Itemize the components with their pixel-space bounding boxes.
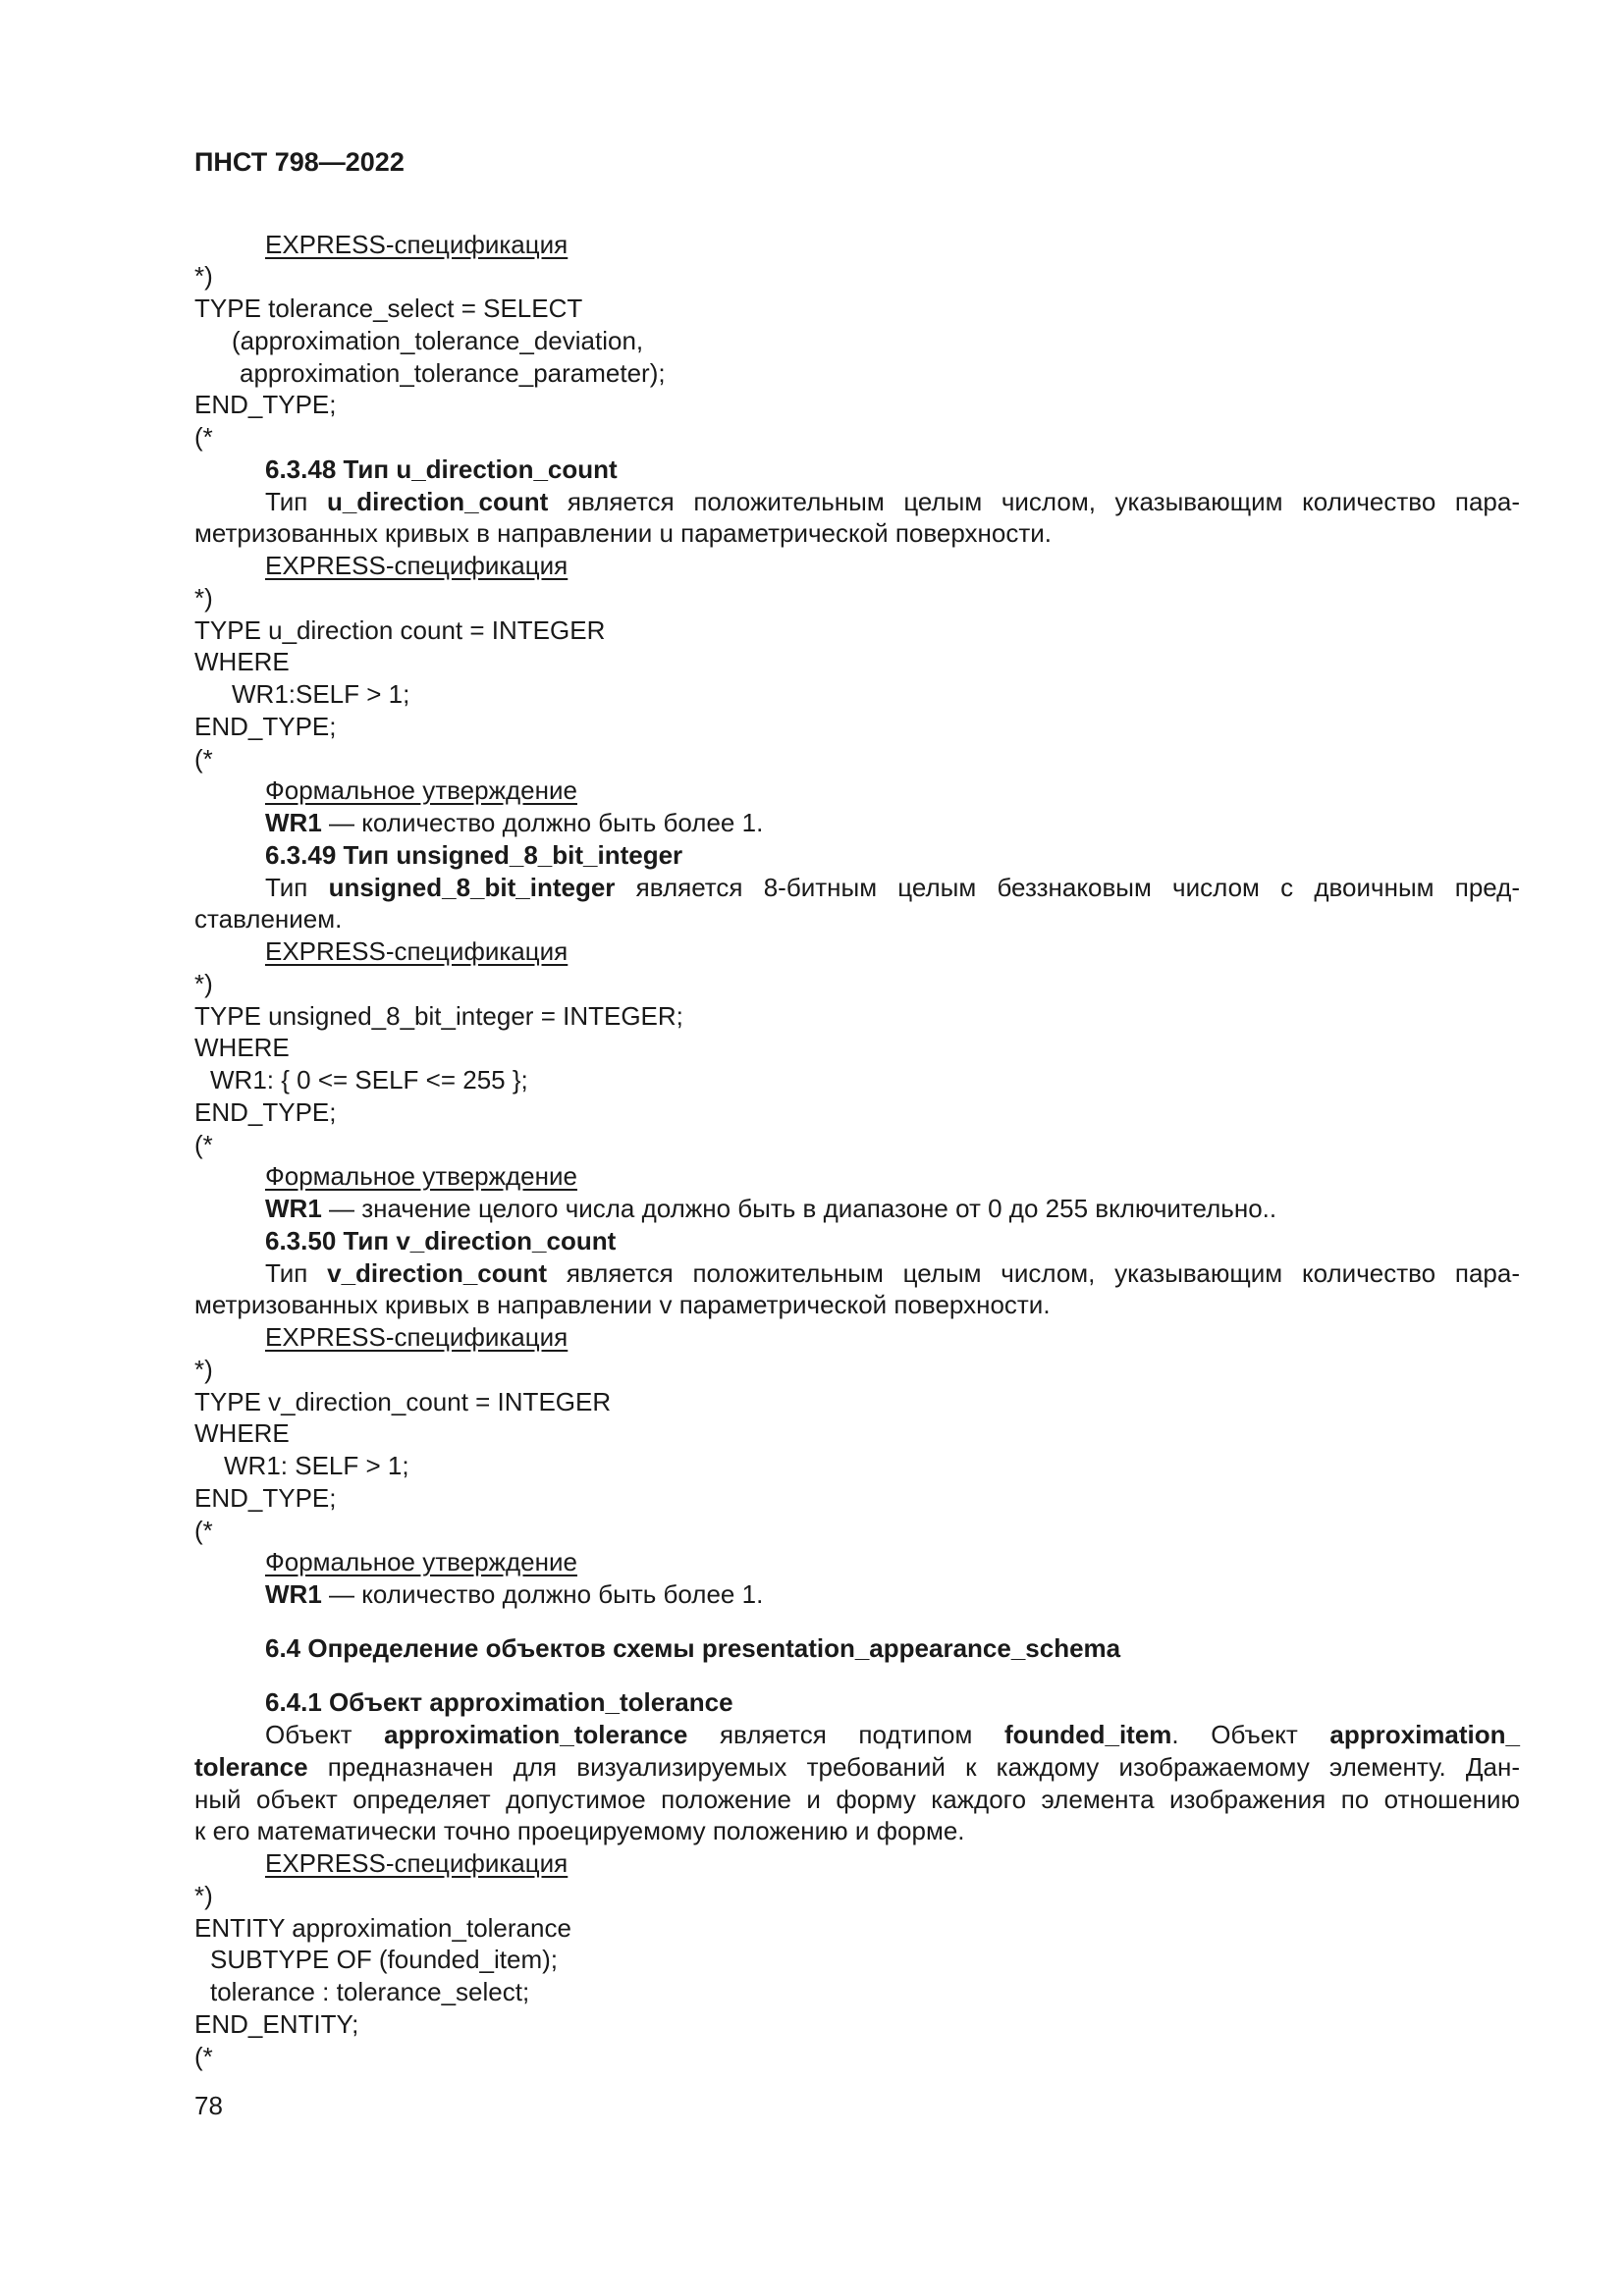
page-number: 78 bbox=[194, 2091, 223, 2120]
code-line: tolerance : tolerance_select; bbox=[210, 1977, 530, 2006]
code-line: approximation_tolerance_parameter); bbox=[240, 358, 666, 388]
section-heading: 6.3.49 Тип unsigned_8_bit_integer bbox=[265, 840, 683, 870]
comment-start: (* bbox=[194, 422, 213, 452]
comment-start: (* bbox=[194, 1516, 213, 1545]
comment-end: *) bbox=[194, 1355, 213, 1384]
code-line: END_TYPE; bbox=[194, 1097, 337, 1127]
code-line: WR1:SELF > 1; bbox=[232, 679, 410, 709]
code-line: ENTITY approximation_tolerance bbox=[194, 1913, 571, 1943]
code-line: TYPE v_direction_count = INTEGER bbox=[194, 1387, 612, 1416]
paragraph-line: tolerance предназначен для визуализируемых требований к каждому изображаемому элементу. Дан- bbox=[194, 1752, 1520, 1782]
paragraph-line: Тип u_direction_count является положительным целым числом, указывающим количество пара- bbox=[265, 487, 1520, 516]
term: approximation_tolerance bbox=[384, 1720, 688, 1749]
document-header: ПНСТ 798—2022 bbox=[194, 147, 405, 177]
paragraph-line: к его математически точно проецируемому положению и форме. bbox=[194, 1816, 965, 1845]
term: tolerance bbox=[194, 1752, 308, 1782]
paragraph-line: метризованных кривых в направлении v параметрической поверхности. bbox=[194, 1290, 1051, 1319]
paragraph-line: Тип unsigned_8_bit_integer является 8-битным целым беззнаковым числом с двоичным пред- bbox=[265, 873, 1520, 902]
code-line: WHERE bbox=[194, 647, 290, 676]
code-line: WR1: { 0 <= SELF <= 255 }; bbox=[210, 1065, 528, 1095]
express-spec-label: EXPRESS-спецификация bbox=[265, 1322, 568, 1352]
comment-end: *) bbox=[194, 969, 213, 998]
comment-end: *) bbox=[194, 261, 213, 291]
section-heading: 6.3.48 Тип u_direction_count bbox=[265, 454, 618, 484]
term: v_direction_count bbox=[327, 1258, 548, 1288]
code-line: WR1: SELF > 1; bbox=[224, 1451, 409, 1480]
formal-rule: WR1 — количество должно быть более 1. bbox=[265, 808, 764, 837]
comment-start: (* bbox=[194, 1130, 213, 1159]
formal-rule: WR1 — значение целого числа должно быть в диапазоне от 0 до 255 включительно.. bbox=[265, 1194, 1277, 1223]
code-line: TYPE unsigned_8_bit_integer = INTEGER; bbox=[194, 1001, 683, 1031]
paragraph-line: ный объект определяет допустимое положение и форму каждого элемента изображения по отношению bbox=[194, 1785, 1520, 1814]
term: unsigned_8_bit_integer bbox=[328, 873, 616, 902]
code-line: WHERE bbox=[194, 1033, 290, 1062]
paragraph-line: метризованных кривых в направлении u параметрической поверхности. bbox=[194, 518, 1053, 548]
term: u_direction_count bbox=[326, 487, 549, 516]
express-spec-label: EXPRESS-спецификация bbox=[265, 230, 568, 259]
code-line: END_TYPE; bbox=[194, 1483, 337, 1513]
term: approximation_ bbox=[1329, 1720, 1520, 1749]
paragraph-line: Тип v_direction_count является положительным целым числом, указывающим количество пара- bbox=[265, 1258, 1520, 1288]
paragraph-line: ставлением. bbox=[194, 904, 343, 934]
code-line: END_ENTITY; bbox=[194, 2009, 359, 2039]
code-line: END_TYPE; bbox=[194, 712, 337, 741]
express-spec-label: EXPRESS-спецификация bbox=[265, 1848, 568, 1878]
code-line: SUBTYPE OF (founded_item); bbox=[210, 1945, 559, 1974]
formal-statement-label: Формальное утверждение bbox=[265, 1161, 577, 1191]
section-heading: 6.4 Определение объектов схемы presentation_appearance_schema bbox=[265, 1633, 1121, 1663]
code-line: TYPE tolerance_select = SELECT bbox=[194, 294, 583, 323]
express-spec-label: EXPRESS-спецификация bbox=[265, 936, 568, 966]
formal-rule: WR1 — количество должно быть более 1. bbox=[265, 1579, 764, 1609]
code-line: TYPE u_direction count = INTEGER bbox=[194, 615, 606, 645]
comment-end: *) bbox=[194, 583, 213, 613]
comment-start: (* bbox=[194, 744, 213, 774]
code-line: END_TYPE; bbox=[194, 390, 337, 419]
express-spec-label: EXPRESS-спецификация bbox=[265, 551, 568, 580]
section-heading: 6.3.50 Тип v_direction_count bbox=[265, 1226, 617, 1255]
comment-start: (* bbox=[194, 2042, 213, 2071]
code-line: (approximation_tolerance_deviation, bbox=[232, 326, 644, 355]
term: founded_item bbox=[1003, 1720, 1172, 1749]
formal-statement-label: Формальное утверждение bbox=[265, 775, 577, 805]
formal-statement-label: Формальное утверждение bbox=[265, 1547, 577, 1576]
code-line: WHERE bbox=[194, 1418, 290, 1448]
section-heading: 6.4.1 Объект approximation_tolerance bbox=[265, 1687, 733, 1717]
comment-end: *) bbox=[194, 1881, 213, 1910]
paragraph-line: Объект approximation_tolerance является подтипом founded_item. Объект approximation_ bbox=[265, 1720, 1520, 1749]
